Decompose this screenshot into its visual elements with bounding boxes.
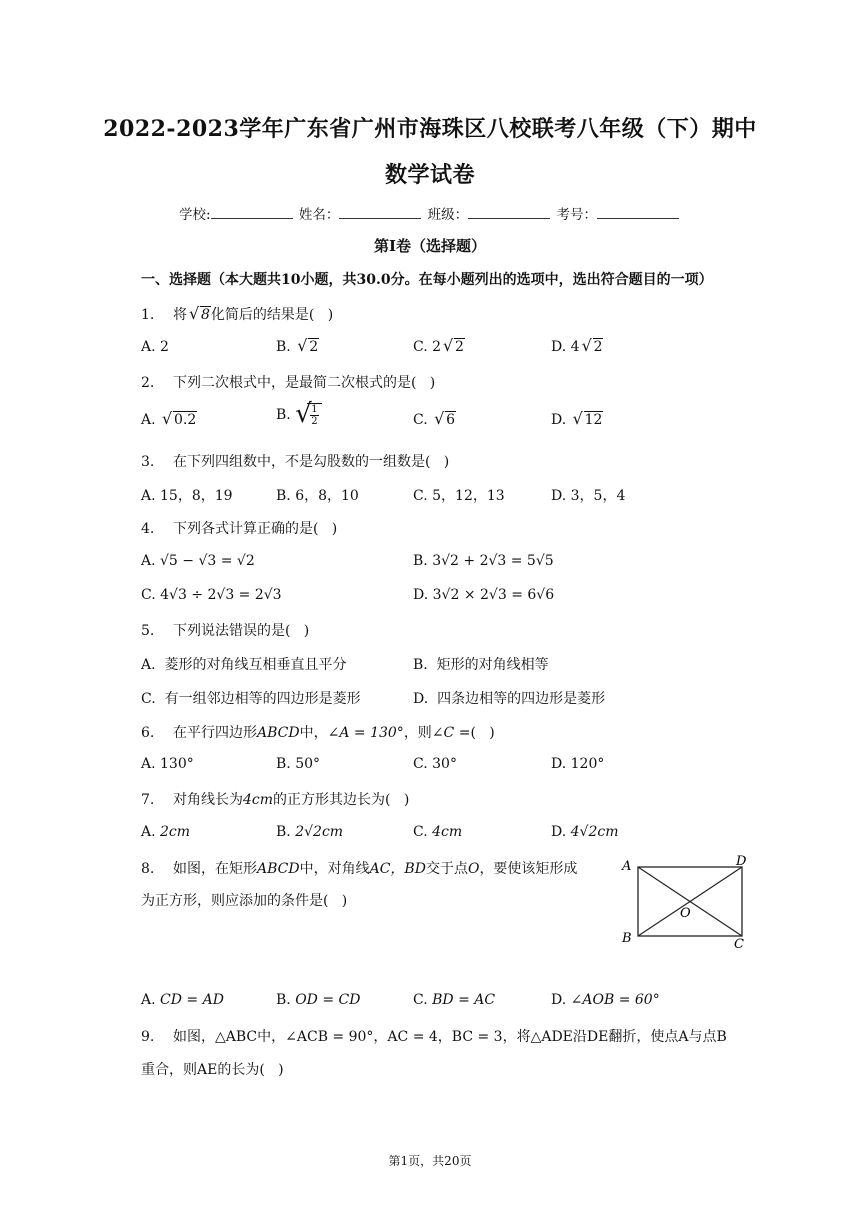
question-text: 如图，△ABC中，∠ACB = 90°，AC = 4，BC = 3，将△ADE沿DE翻折，使点A与点B xyxy=(173,1029,727,1045)
question-text: 下列说法错误的是( ) xyxy=(173,623,310,639)
option-1b[interactable]: B. √ 2 xyxy=(276,336,319,355)
option-6c[interactable]: C. 30° xyxy=(413,756,457,772)
question-8: 8. 如图，在矩形ABCD中，对角线AC，BD交于点O，要使该矩形成 xyxy=(141,861,578,877)
option-4b[interactable]: B. 3√2 + 2√3 = 5√5 xyxy=(413,553,554,569)
label-b: B xyxy=(622,931,632,946)
question-8-line2: 为正方形，则应添加的条件是( ) xyxy=(141,893,348,909)
option-6b[interactable]: B. 50° xyxy=(276,756,321,772)
option-4a[interactable]: A. √5 − √3 = √2 xyxy=(141,553,255,569)
question-number: 6. xyxy=(141,725,155,741)
question-2 xyxy=(141,372,435,392)
name-blank xyxy=(339,204,421,219)
question-number: 7. xyxy=(141,792,155,808)
option-3c[interactable]: C. 5，12，13 xyxy=(413,488,505,504)
section-heading: 一、选择题（本大题共10小题，共30.0分。在每小题列出的选项中，选出符合题目的一项） xyxy=(141,272,713,288)
option-7b[interactable]: B. 2√2cm xyxy=(276,824,344,840)
option-2b[interactable]: B. √ $\frac{1}{2}$ xyxy=(276,403,322,427)
option-8b[interactable]: B. OD = CD xyxy=(276,992,361,1008)
question-text: 下列二次根式中，是最简二次根式的是( ) xyxy=(173,375,436,391)
option-1d[interactable]: D. 4 √ 2 xyxy=(551,336,603,355)
option-7d[interactable]: D. 4√2cm xyxy=(551,824,619,840)
option-7c[interactable]: C. 4cm xyxy=(413,824,463,840)
option-4d[interactable]: D. 3√2 × 2√3 = 6√6 xyxy=(413,587,555,603)
question-number: 5. xyxy=(141,623,155,639)
question-number: 2. xyxy=(141,375,155,391)
option-8c[interactable]: C. BD = AC xyxy=(413,992,496,1008)
name-label: 姓名： xyxy=(298,207,340,223)
question-6: 6. 在平行四边形ABCD中，∠A = 130°，则∠C =( ) xyxy=(141,725,495,741)
question-number: 9. xyxy=(141,1029,155,1045)
exam-no-blank xyxy=(597,204,679,219)
option-8a[interactable]: A. CD = AD xyxy=(141,992,224,1008)
option-3a[interactable]: A. 15，8，19 xyxy=(141,488,233,504)
rectangle-diagram xyxy=(616,852,756,952)
option-2d[interactable]: D. √ 12 xyxy=(551,409,603,428)
question-text: 下列各式计算正确的是( ) xyxy=(173,521,338,537)
option-7a[interactable]: A. 2cm xyxy=(141,824,191,840)
option-5a[interactable]: A. 菱形的对角线互相垂直且平分 xyxy=(141,657,347,673)
question-7: 7. 对角线长为4cm的正方形其边长为( ) xyxy=(141,792,410,808)
question-1 xyxy=(141,304,333,324)
label-o: O xyxy=(680,906,691,921)
label-c: C xyxy=(734,937,744,952)
sqrt-expression: √ 8 xyxy=(189,304,210,323)
option-3b[interactable]: B. 6，8，10 xyxy=(276,488,359,504)
part-heading: 第I卷（选择题） xyxy=(373,237,487,255)
label-d: D xyxy=(736,854,747,869)
option-5b[interactable]: B. 矩形的对角线相等 xyxy=(413,657,549,673)
option-6d[interactable]: D. 120° xyxy=(551,756,605,772)
option-2a[interactable]: A. √ 0.2 xyxy=(141,409,197,428)
question-9-line2: 重合，则AE的长为( ) xyxy=(141,1062,284,1078)
option-2c[interactable]: C. √ 6 xyxy=(413,409,456,428)
question-number: 1. xyxy=(141,307,155,323)
question-text: 在下列四组数中，不是勾股数的一组数是( ) xyxy=(173,454,450,470)
option-5d[interactable]: D. 四条边相等的四边形是菱形 xyxy=(413,691,606,707)
option-1a[interactable]: A. 2 xyxy=(141,339,169,355)
question-4 xyxy=(141,518,337,538)
label-a: A xyxy=(622,859,632,874)
question-9 xyxy=(141,1026,727,1046)
option-8d[interactable]: D. ∠AOB = 60° xyxy=(551,992,660,1008)
question-number: 4. xyxy=(141,521,155,537)
option-5c[interactable]: C. 有一组邻边相等的四边形是菱形 xyxy=(141,691,361,707)
school-label: 学校: xyxy=(179,207,211,223)
option-3d[interactable]: D. 3，5，4 xyxy=(551,488,626,504)
option-1c[interactable]: C. 2 √ 2 xyxy=(413,336,464,355)
class-label: 班级： xyxy=(427,207,469,223)
question-3 xyxy=(141,451,449,471)
question-number: 3. xyxy=(141,454,155,470)
exam-title-line1: 2022-2023学年广东省广州市海珠区八校联考八年级（下）期中 xyxy=(103,116,757,142)
question-text: 化简后的结果是( ) xyxy=(210,307,334,323)
student-info-row xyxy=(0,203,860,223)
option-4c[interactable]: C. 4√3 ÷ 2√3 = 2√3 xyxy=(141,587,282,603)
question-5 xyxy=(141,620,309,640)
exam-no-label: 考号： xyxy=(556,207,597,223)
exam-title-line2: 数学试卷 xyxy=(384,162,475,188)
option-6a[interactable]: A. 130° xyxy=(141,756,194,772)
page-footer: 第1页，共20页 xyxy=(388,1154,472,1168)
school-blank xyxy=(211,204,293,219)
question-number: 8. xyxy=(141,861,155,877)
class-blank xyxy=(468,204,550,219)
question-text: 将 xyxy=(173,307,187,323)
